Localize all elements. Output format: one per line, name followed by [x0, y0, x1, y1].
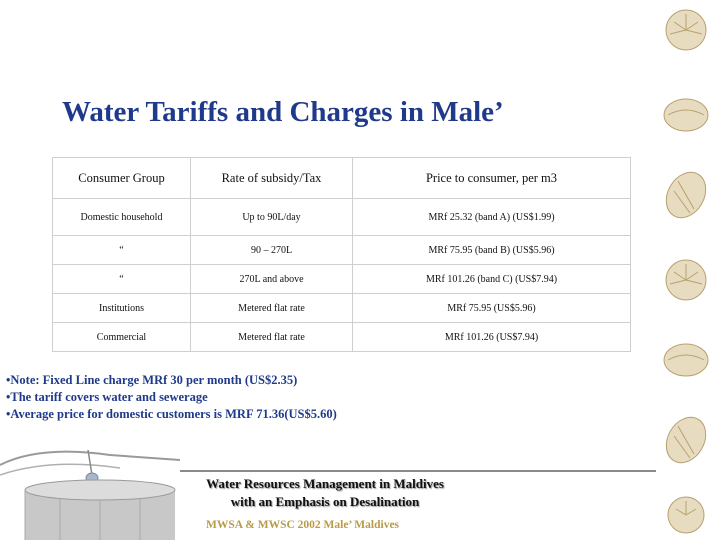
well-illustration: [0, 420, 180, 540]
shell-icon: [666, 10, 706, 50]
table-row: [53, 199, 631, 236]
table-cell: “: [53, 265, 191, 294]
table-cell: MRf 101.26 (band C) (US$7.94): [353, 265, 631, 294]
table-row: [53, 323, 631, 352]
table-row: [53, 265, 631, 294]
table-cell: Institutions: [53, 294, 191, 323]
table-cell: Up to 90L/day: [191, 199, 353, 236]
table-cell: Domestic household: [53, 199, 191, 236]
seashell-decoration: [652, 0, 720, 540]
table-cell: MRf 25.32 (band A) (US$1.99): [353, 199, 631, 236]
table-cell: Metered flat rate: [191, 323, 353, 352]
note-item: •Note: Fixed Line charge MRf 30 per month (US$2.35): [6, 373, 298, 387]
table-cell: MRf 75.95 (US$5.96): [353, 294, 631, 323]
footer-title: [190, 475, 460, 511]
note-item: •The tariff covers water and sewerage: [6, 390, 208, 404]
footer-divider: [180, 470, 656, 472]
shell-icon: [664, 344, 708, 376]
shell-icon: [658, 410, 713, 470]
table-cell: Metered flat rate: [191, 294, 353, 323]
tariff-table: [52, 157, 631, 352]
slide-title: Water Tariffs and Charges in Male’: [62, 96, 504, 128]
footer-title-line: Water Resources Management in Maldives: [206, 476, 444, 491]
notes-list: [6, 372, 337, 423]
shell-icon: [664, 99, 708, 131]
table-header-row: [53, 158, 631, 199]
column-header: Price to consumer, per m3: [353, 158, 631, 199]
footer-title-line: with an Emphasis on Desalination: [230, 494, 420, 509]
table-cell: “: [53, 236, 191, 265]
table-cell: 90 – 270L: [191, 236, 353, 265]
shell-icon: [668, 497, 704, 533]
shell-icon: [658, 165, 713, 225]
table-cell: MRf 101.26 (US$7.94): [353, 323, 631, 352]
footer-subtitle: MWSA & MWSC 2002 Male’ Maldives: [206, 519, 400, 531]
table-cell: MRf 75.95 (band B) (US$5.96): [353, 236, 631, 265]
table-row: [53, 236, 631, 265]
table-row: [53, 294, 631, 323]
note-item: •Average price for domestic customers is MRF 71.36(US$5.60): [6, 407, 337, 421]
column-header: Rate of subsidy/Tax: [191, 158, 353, 199]
table-cell: 270L and above: [191, 265, 353, 294]
column-header: Consumer Group: [53, 158, 191, 199]
shell-icon: [666, 260, 706, 300]
table-cell: Commercial: [53, 323, 191, 352]
